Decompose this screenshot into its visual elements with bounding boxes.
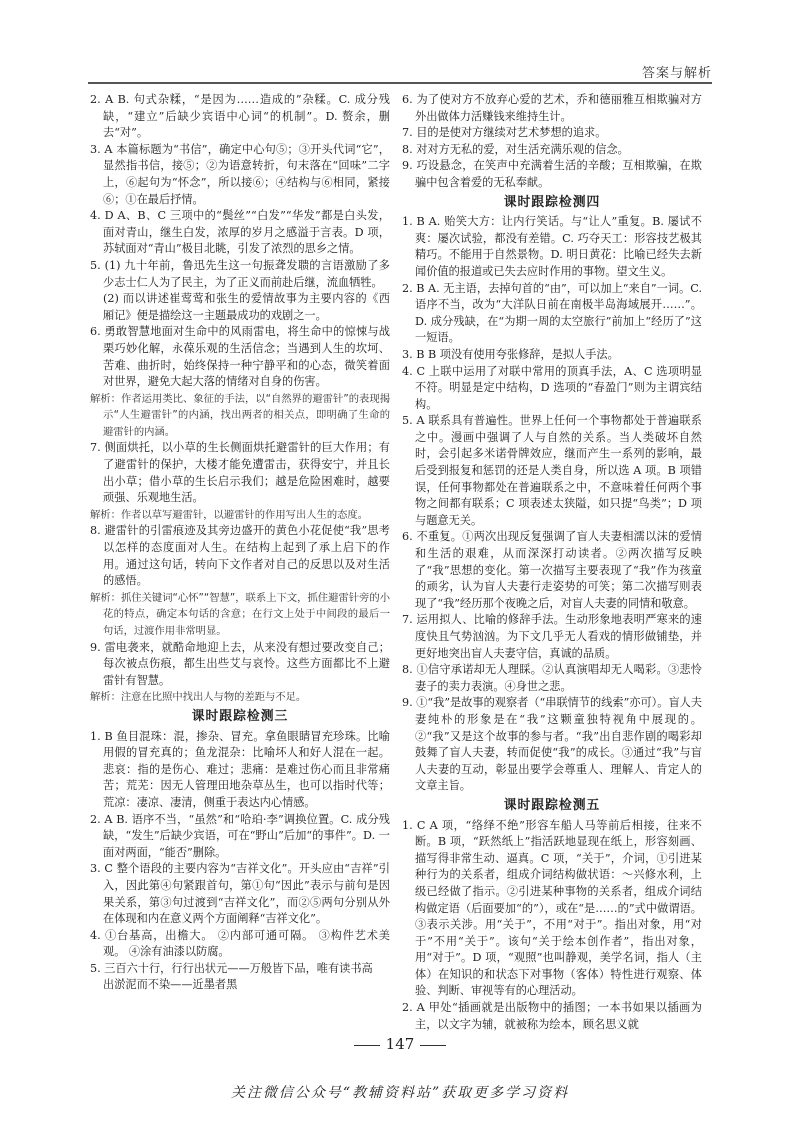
answer-item: 3. C 整个语段的主要内容为“吉祥文化”。开头应由“吉祥”引入，因此第④句紧跟首句，第①句“因此”表示与前句是因果关系，第③句过渡到“吉祥文化”，而②⑤两句分别从外在体现和内在意义两个方面阐释“吉祥文化”。 [90, 862, 390, 926]
answer-item: 9. ①“我”是故事的观察者（“串联情节的线索”亦可）。盲人夫妻纯朴的形象是在“我”这颗童独特视角中展现的。②“我”又是这个故事的参与者。“我”出自悲作剧的喝彩却鼓舞了盲人夫妻，转而促使“我”的成长。③通过“我”与盲人夫妻的互动，彰显出要学会尊重人、理解人、肯定人的文章主旨。 [402, 696, 703, 793]
page-number [0, 1035, 800, 1053]
page-number-text: 147 [385, 1035, 415, 1053]
page-header [88, 54, 712, 84]
answer-item: 6. 为了使对方不放弃心爱的艺术，乔和德丽雅互相欺骗对方外出做体力活赚钱来维持生计。 [402, 93, 702, 123]
answer-item: 5. A 联系具有普遍性。世界上任何一个事物都处于普遍联系之中。漫画中强调了人与自然的关系。当人类破坏自然时，会引起多米诺骨牌效应，继而产生一系列的影响，最后受到报复和惩罚的还是人类自身，所以选 A 项。B 项错误，任何事物都处在普遍联系之中，不意味着任何两个事物之间都有联系；C 项表述太狭隘，如只提“鸟类”；D 项与题意无关。 [402, 414, 702, 527]
footer-note: 关注微信公众号“教辅资料站”获取更多学习资料 [230, 1085, 570, 1101]
answer-item: 5. 三百六十行，行行出状元——万般皆下品，唯有读书高 [90, 961, 373, 975]
answer-item: 6. 勇敢智慧地面对生命中的风雨雷电，将生命中的惊悚与战栗巧妙化解，永葆乐观的生活信念；当遇到人生的坎坷、苦难、曲折时，始终保持一种宁静平和的心态，微笑着面对世界，避免大起大落的情绪对自身的伤害。 [90, 325, 390, 389]
analysis-note: 解析：作者运用类比、象征的手法，以“自然界的避雷针”的表现揭示“人生避雷针”的内涵，找出两者的相关点，即明确了生命的避雷针的内涵。 [90, 392, 390, 438]
header-rule [88, 82, 712, 84]
answer-item: 2. A B. 句式杂糅，“是因为……造成的”杂糅。C. 成分残缺，“建立”后缺少宾语中心词“的机制”。D. 赘余，删去“对”。 [90, 93, 390, 140]
answer-item: 9. 巧设悬念，在笑声中充满着生活的辛酸；互相欺骗，在欺骗中包含着爱的无私奉献。 [402, 159, 702, 189]
answer-item: 2. B A. 无主语，去掉句首的“由”，可以加上“来自”一词。C. 语序不当，改为“大洋队日前在南极半岛海域展开……”。D. 成分残缺，在“为期一周的太空旅行”前加上“经历了”这一短语。 [402, 281, 702, 345]
answer-item: 1. B 鱼目混珠：混，掺杂、冒充。拿鱼眼睛冒充珍珠。比喻用假的冒充真的；鱼龙混杂：比喻坏人和好人混在一起。悲哀：指的是伤心、难过；悲痛：是难过伤心而且非常痛苦；荒芜：因无人管理田地杂草丛生，也可以指时代等；荒凉：凄凉、凄清，侧重于表达内心情感。 [90, 729, 390, 809]
answer-item: 4. C 上联中运用了对联中常用的顶真手法，A、C 选项明显不符。明显是定中结构，D 选项的“春盈门”则为主谓宾结构。 [402, 364, 702, 411]
right-column [402, 92, 703, 1031]
page-number-dash-left [354, 1045, 380, 1046]
page-number-dash-right [420, 1045, 446, 1046]
section-heading: 课时跟踪检测五 [503, 797, 601, 813]
analysis-note: 解析：抓住关键词“心怀”“智慧”，联系上下文，抓住避雷针旁的小花的特点，确定本句话的含意；在行文上处于中间段的最后一句话，过渡作用非常明显。 [90, 591, 390, 637]
header-title: 答案与解析 [641, 66, 712, 81]
section-heading: 课时跟踪检测四 [503, 194, 601, 210]
answer-item: 7. 目的是使对方继续对艺术梦想的追求。 [402, 126, 607, 140]
answer-item: 1. C A 项，“络绎不绝”形容车船人马等前后相接，往来不断。B 项，“跃然纸上”指活跃地显现在纸上，形容刻画、描写得非常生动、逼真。C 项，“关于”，介词，①引进某种行为的关系者，组成介词结构做状语：～兴修水利，上级已经做了指示。②引进某种事物的关系者，组成介词结构做定语（后面要加“的”），或在“是……的”式中做谓语。③表示关涉。用“关于”，不用“对于”。指出对象，用“对于”不用“关于”。该句“关于绘本创作者”，指出对象，用“对于”。D 项，“观照”也叫静观，美学名词，指人（主体）在知识的和状态下对事物（客体）特性进行观察、体验、判断、审视等有的心理活动。 [402, 818, 702, 998]
answer-item: 7. 运用拟人、比喻的修辞手法。生动形象地表明严寒来的速度快且气势汹汹。为下文几乎无人看戏的情形做铺垫，并更好地突出盲人夫妻守信，真诚的品质。 [402, 613, 702, 660]
answer-item: 1. B A. 贻笑大方：让内行笑话。与“让人”重复。B. 屡试不爽：屡次试验，都没有差错。C. 巧夺天工：形容技艺极其精巧。不能用于自然景物。D. 明日黄花：比喻已经失去新闻价值的报道或已失去应时作用的事物。望文生义。 [402, 215, 702, 278]
answer-item: 5. (1) 九十年前，鲁迅先生这一句振聋发聩的言语激励了多少志士仁人为了民主，为了正义而前赴后继，流血牺牲。 [90, 258, 390, 289]
analysis-note: 解析：作者以草写避雷针，以避雷针的作用写出人生的态度。 [90, 508, 369, 521]
left-column [90, 92, 390, 1022]
answer-item: 8. ①信守承诺却无人理睬。②认真演唱却无人喝彩。③悲怜妻子的卖力表演。④身世之悲。 [402, 663, 702, 693]
answer-item: 6. 不重复。①两次出现反复强调了盲人夫妻相濡以沫的爱情和生活的艰难，从而深深打动读者。②两次描写反映了“我”思想的变化。第一次描写主要表现了“我”作为孩童的顽劣，认为盲人夫妻行走姿势的可笑；第二次描写则表现了“我”经历那个夜晚之后，对盲人夫妻的同情和敬意。 [402, 530, 702, 610]
answer-item: 4. D A、B、C 三项中的“鬓丝”“白发”“华发”都是白头发，面对青山，继生白发，浓厚的岁月之感溢于言表。D 项，苏轼面对“青山”极目北眺，引发了浓烈的思乡之情。 [90, 209, 390, 256]
answer-item: 8. 避雷针的引雷痕迹及其旁边盛开的黄色小花促使“我”思考以怎样的态度面对人生。在结构上起到了承上启下的作用。通过这句话，转向下文作者对自己的反思以及对生活的感悟。 [90, 524, 390, 588]
answer-item: 出淤泥而不染——近墨者黑 [103, 978, 238, 992]
answer-item: 4. ①台基高，出檐大。 ②内部可通可隔。 ③构件艺术美观。 ④涂有油漆以防腐。 [90, 928, 390, 959]
analysis-note: 解析：注意在比照中找出人与物的差距与不足。 [90, 691, 307, 704]
answer-item: 3. B B 项没有使用夸张修辞，是拟人手法。 [402, 347, 619, 361]
answer-item: 8. 对对方无私的爱，对生活充满乐观的信念。 [402, 142, 629, 156]
answer-item: (2) 而以讲述崔莺莺和张生的爱情故事为主要内容的《西厢记》便是描绘这一主题最成功的戏剧之一。 [103, 292, 390, 322]
section-heading: 课时跟踪检测三 [191, 708, 289, 724]
answer-item: 9. 雷电袭来，就酷命地迎上去，从来没有想过要改变自己；每次被点伤痕，都生出些艾与哀怜。这些方面都比不上避雷针有智慧。 [90, 640, 390, 687]
answer-item: 2. A B. 语序不当，“虽然”和“哈珀·李”调换位置。C. 成分残缺，“发生”后缺少宾语，可在“野山”后加“的事件”。D. 一面对两面，“能否”删除。 [90, 812, 390, 859]
answer-item: 7. 侧面烘托，以小草的生长侧面烘托避雷针的巨大作用；有了避雷针的保护，大楼才能免遭雷击，获得安宁，并且长出小草；借小草的生长启示我们；越是危险困难时，越要顽强、乐观地生活。 [90, 441, 390, 505]
answer-item: 2. A 甲处“插画就是出版物中的插图；一本书如果以插画为主，以文字为辅，就被称为绘本，顾名思义就 [402, 1001, 702, 1031]
answer-item: 3. A 本篇标题为“书信”，确定中心句⑤；③开头代词“它”，显然指书信，接⑤；②为语意转折，句末落在“回味”二字上，⑥起句为“怀念”，所以接⑥；④结构与⑥相同，紧接⑥；①在最后抒情。 [90, 142, 390, 206]
